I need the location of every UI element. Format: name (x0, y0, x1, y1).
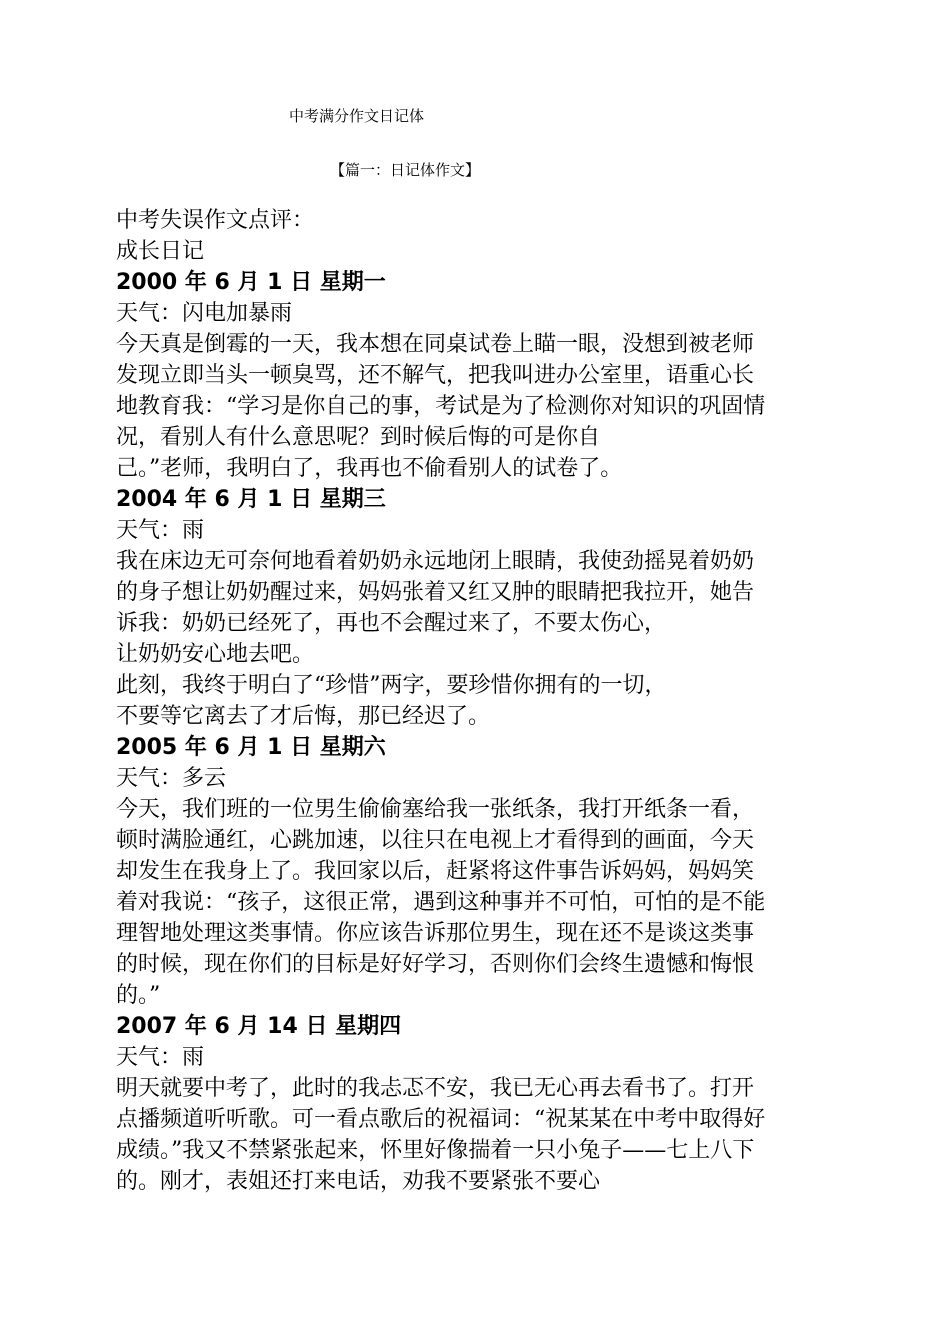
text-line: 己。”老师，我明白了，我再也不偷看别人的试卷了。 (116, 456, 623, 481)
text-line: 的身子想让奶奶醒过来，妈妈张着又红又肿的眼睛把我拉开，她告 (116, 580, 755, 605)
diary-date: 2005 年 6 月 1 日 星期六 (116, 735, 386, 760)
text-line: 点播频道听听歌。可一看点歌后的祝福词：“祝某某在中考中取得好 (116, 1107, 766, 1132)
text-line: 今天，我们班的一位男生偷偷塞给我一张纸条，我打开纸条一看， (116, 797, 755, 822)
text-line: 明天就要中考了，此时的我忐忑不安，我已无心再去看书了。打开 (116, 1076, 755, 1101)
text-line: 顿时满脸通红，心跳加速，以往只在电视上才看得到的画面，今天 (116, 828, 755, 853)
text-line: 地教育我：“学习是你自己的事，考试是为了检测你对知识的巩固情 (116, 394, 766, 419)
text-line: 的。” (116, 983, 161, 1008)
text-line: 况，看别人有什么意思呢？到时候后悔的可是你自 (116, 425, 601, 450)
text-line: 我在床边无可奈何地看着奶奶永远地闭上眼睛，我使劲摇晃着奶奶 (116, 549, 755, 574)
diary-date: 2007 年 6 月 14 日 星期四 (116, 1014, 402, 1039)
text-line: 不要等它离去了才后悔，那已经迟了。 (116, 704, 491, 729)
text-line: 此刻，我终于明白了“珍惜”两字，要珍惜你拥有的一切， (116, 673, 667, 698)
text-line: 理智地处理这类事情。你应该告诉那位男生，现在还不是谈这类事 (116, 921, 755, 946)
weather-line: 天气：雨 (116, 518, 205, 543)
section-heading: 【篇一：日记体作文】 (330, 161, 481, 179)
text-line: 发现立即当头一顿臭骂，还不解气，把我叫进办公室里，语重心长 (116, 363, 755, 388)
document-body (116, 205, 836, 1197)
text-line: 今天真是倒霉的一天，我本想在同桌试卷上瞄一眼，没想到被老师 (116, 332, 755, 357)
text-line: 着对我说：“孩子，这很正常，遇到这种事并不可怕，可怕的是不能 (116, 890, 766, 915)
text-line: 却发生在我身上了。我回家以后，赶紧将这件事告诉妈妈，妈妈笑 (116, 859, 755, 884)
weather-line: 天气：闪电加暴雨 (116, 301, 293, 326)
text-line: 诉我：奶奶已经死了，再也不会醒过来了，不要太伤心， (116, 611, 667, 636)
text-line: 的时候，现在你们的目标是好好学习，否则你们会终生遗憾和悔恨 (116, 952, 755, 977)
weather-line: 天气：雨 (116, 1045, 205, 1070)
weather-line: 天气：多云 (116, 766, 227, 791)
text-line: 的。刚才，表姐还打来电话，劝我不要紧张不要心 (116, 1169, 601, 1194)
page-title: 中考满分作文日记体 (289, 107, 425, 125)
text-line: 让奶奶安心地去吧。 (116, 642, 315, 667)
text-line: 成长日记 (116, 239, 205, 264)
diary-date: 2000 年 6 月 1 日 星期一 (116, 270, 386, 295)
diary-date: 2004 年 6 月 1 日 星期三 (116, 487, 386, 512)
text-line: 中考失误作文点评： (116, 208, 315, 233)
text-line: 成绩。”我又不禁紧张起来，怀里好像揣着一只小兔子——七上八下 (116, 1138, 755, 1163)
